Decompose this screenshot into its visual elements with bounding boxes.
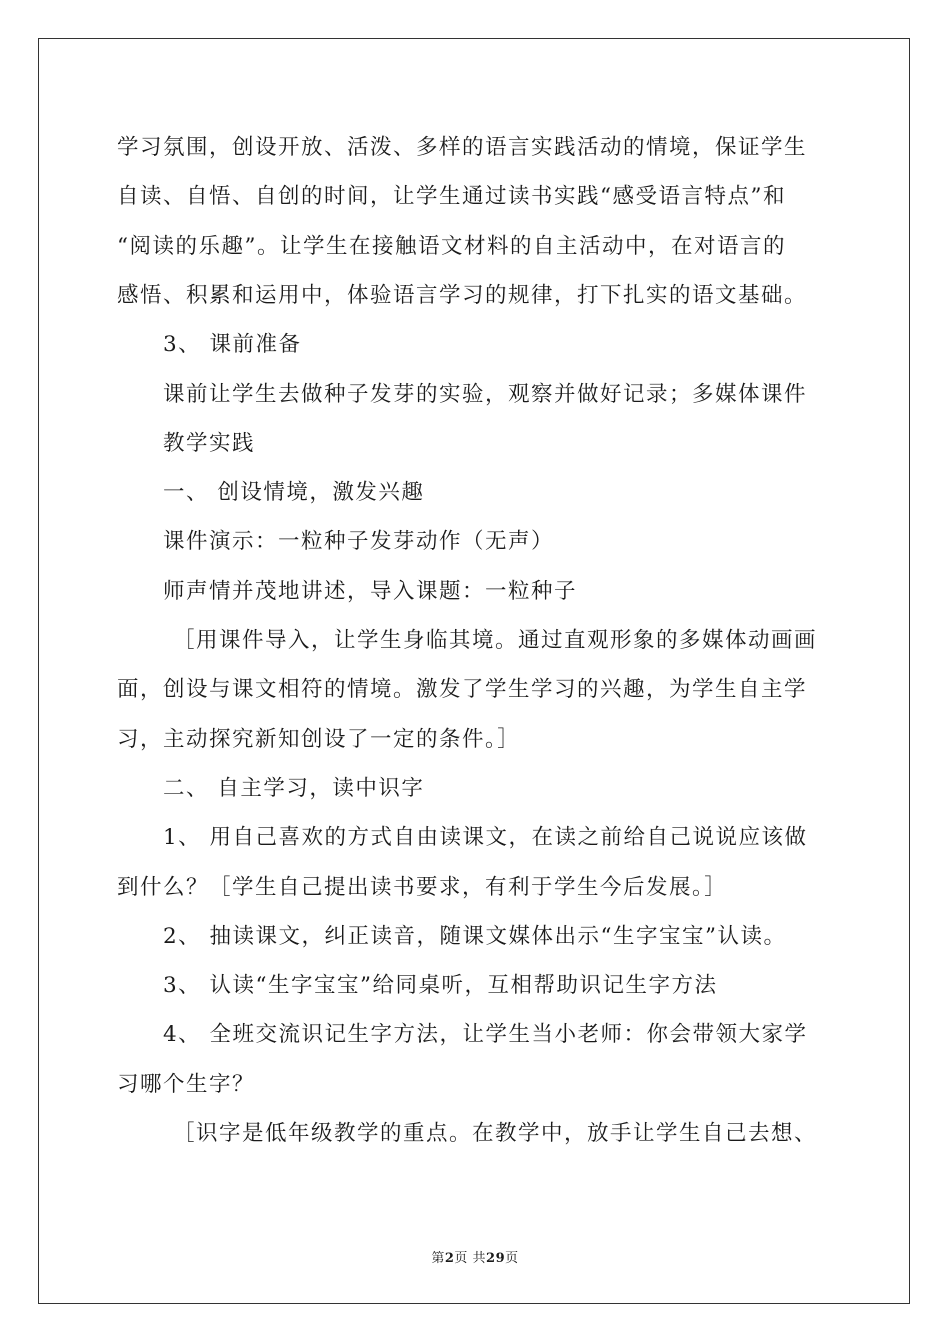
text-line: 一、 创设情境，激发兴趣 [163, 480, 425, 506]
text-line: ［识字是低年级教学的重点。在教学中，放手让学生自己去想、 [173, 1121, 818, 1146]
text-line: 习，主动探究新知创设了一定的条件。］ [117, 726, 521, 752]
text-line: 教学实践 [163, 430, 256, 456]
text-line: 感悟、积累和运用中，体验语言学习的规律，打下扎实的语文基础。 [117, 282, 808, 308]
text-line: 3、 课前准备 [163, 332, 302, 358]
text-line: 面，创设与课文相符的情境。激发了学生学习的兴趣，为学生自主学 [117, 677, 808, 703]
text-line: 师声情并茂地讲述，导入课题：一粒种子 [163, 578, 578, 604]
footer-prefix: 第 [431, 1251, 445, 1266]
text-line: “阅读的乐趣”。让学生在接触语文材料的自主活动中，在对语言的 [117, 233, 786, 259]
text-line: 课件演示：一粒种子发芽动作（无声） [163, 529, 555, 555]
text-line: 课前让学生去做种子发芽的实验，观察并做好记录；多媒体课件 [163, 381, 808, 407]
text-line: 到什么？［学生自己提出读书要求，有利于学生今后发展。］ [117, 874, 728, 900]
text-line: 二、 自主学习，读中识字 [163, 775, 425, 801]
text-line: 学习氛围，创设开放、活泼、多样的语言实践活动的情境，保证学生 [117, 135, 808, 160]
total-page-count: 29 [486, 1251, 506, 1266]
current-page-number: 2 [444, 1251, 455, 1266]
page-footer [0, 1247, 950, 1266]
footer-suffix: 页 [505, 1251, 519, 1266]
text-line: ［用课件导入，让学生身临其境。通过直观形象的多媒体动画画 [173, 628, 818, 653]
text-line: 3、 认读“生字宝宝”给同桌听，互相帮助识记生字方法 [163, 973, 718, 999]
footer-mid: 页 共 [454, 1251, 487, 1266]
text-line: 4、 全班交流识记生字方法，让学生当小老师：你会带领大家学 [163, 1022, 808, 1048]
text-line: 2、 抽读课文，纠正读音，随课文媒体出示“生字宝宝”认读。 [163, 923, 787, 949]
text-line: 习哪个生字？ [117, 1071, 256, 1097]
text-line: 1、 用自己喜欢的方式自由读课文，在读之前给自己说说应该做 [163, 825, 808, 851]
text-line: 自读、自悟、自创的时间，让学生通过读书实践“感受语言特点”和 [117, 184, 786, 210]
